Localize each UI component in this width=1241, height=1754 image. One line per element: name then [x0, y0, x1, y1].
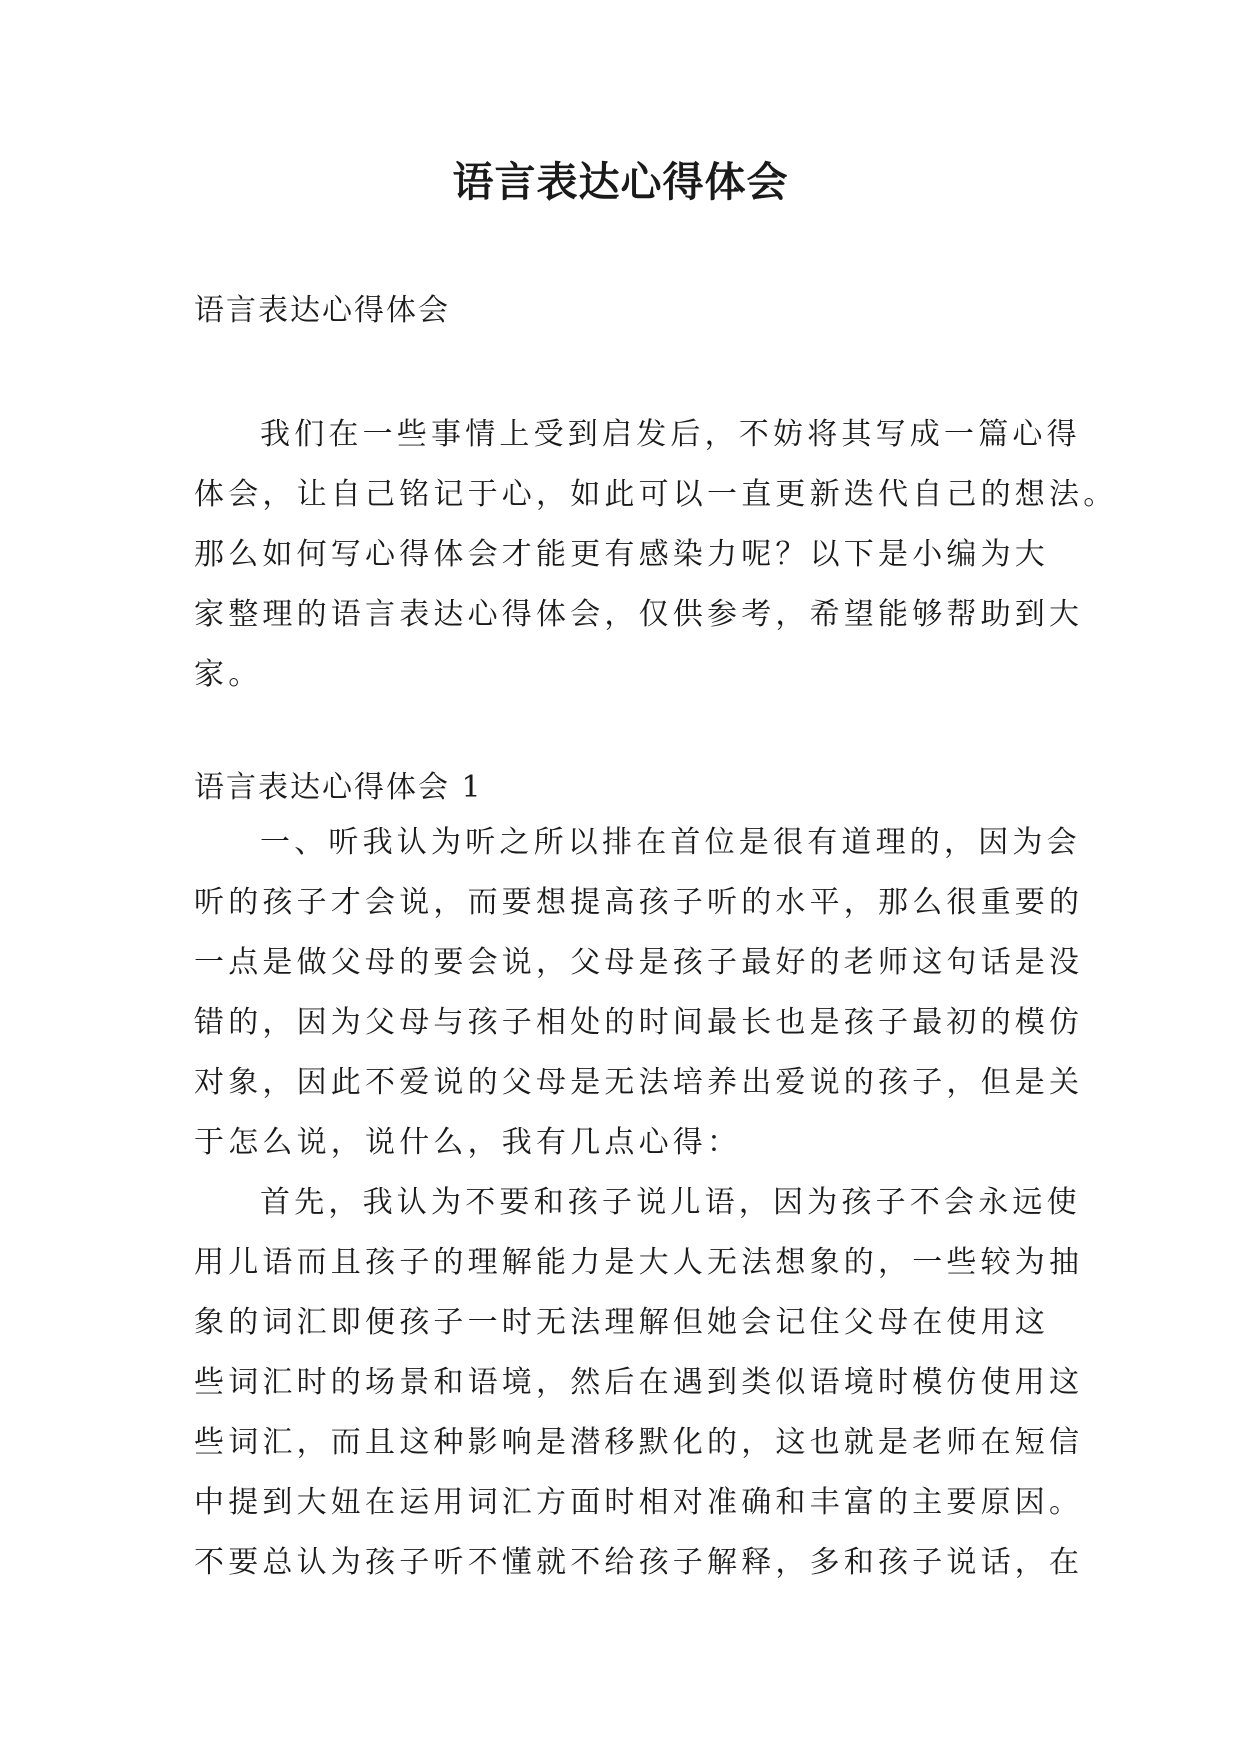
section-heading: 语言表达心得体会 1	[194, 770, 483, 805]
paragraph-line: 用儿语而且孩子的理解能力是大人无法想象的，一些较为抽	[194, 1245, 1084, 1280]
paragraph-line: 象的词汇即便孩子一时无法理解但她会记住父母在使用这	[194, 1305, 1049, 1340]
paragraph-line: 首先，我认为不要和孩子说儿语，因为孩子不会永远使	[260, 1185, 1081, 1220]
paragraph-line: 一、听我认为听之所以排在首位是很有道理的，因为会	[260, 825, 1081, 860]
section-body	[194, 813, 1084, 1593]
paragraph-line: 听的孩子才会说，而要想提高孩子听的水平，那么很重要的	[194, 885, 1084, 920]
paragraph-line: 家。	[194, 657, 263, 692]
paragraph-line: 错的，因为父母与孩子相处的时间最长也是孩子最初的模仿	[194, 1005, 1084, 1040]
document-subtitle: 语言表达心得体会	[194, 293, 450, 328]
paragraph-line: 中提到大妞在运用词汇方面时相对准确和丰富的主要原因。	[194, 1485, 1084, 1520]
paragraph-line: 体会，让自己铭记于心，如此可以一直更新迭代自己的想法。	[194, 477, 1118, 512]
paragraph-line: 些词汇时的场景和语境，然后在遇到类似语境时模仿使用这	[194, 1365, 1084, 1400]
intro-paragraph	[194, 405, 1118, 705]
document-title: 语言表达心得体会	[452, 158, 789, 206]
paragraph-line: 家整理的语言表达心得体会，仅供参考，希望能够帮助到大	[194, 597, 1084, 632]
paragraph-line: 对象，因此不爱说的父母是无法培养出爱说的孩子，但是关	[194, 1065, 1084, 1100]
paragraph-line: 我们在一些事情上受到启发后，不妨将其写成一篇心得	[260, 417, 1081, 452]
paragraph-line: 些词汇，而且这种影响是潜移默化的，这也就是老师在短信	[194, 1425, 1084, 1460]
paragraph-line: 一点是做父母的要会说，父母是孩子最好的老师这句话是没	[194, 945, 1084, 980]
paragraph-line: 那么如何写心得体会才能更有感染力呢？以下是小编为大	[194, 537, 1049, 572]
paragraph-line: 不要总认为孩子听不懂就不给孩子解释，多和孩子说话，在	[194, 1545, 1084, 1580]
paragraph-line: 于怎么说，说什么，我有几点心得：	[194, 1125, 742, 1160]
